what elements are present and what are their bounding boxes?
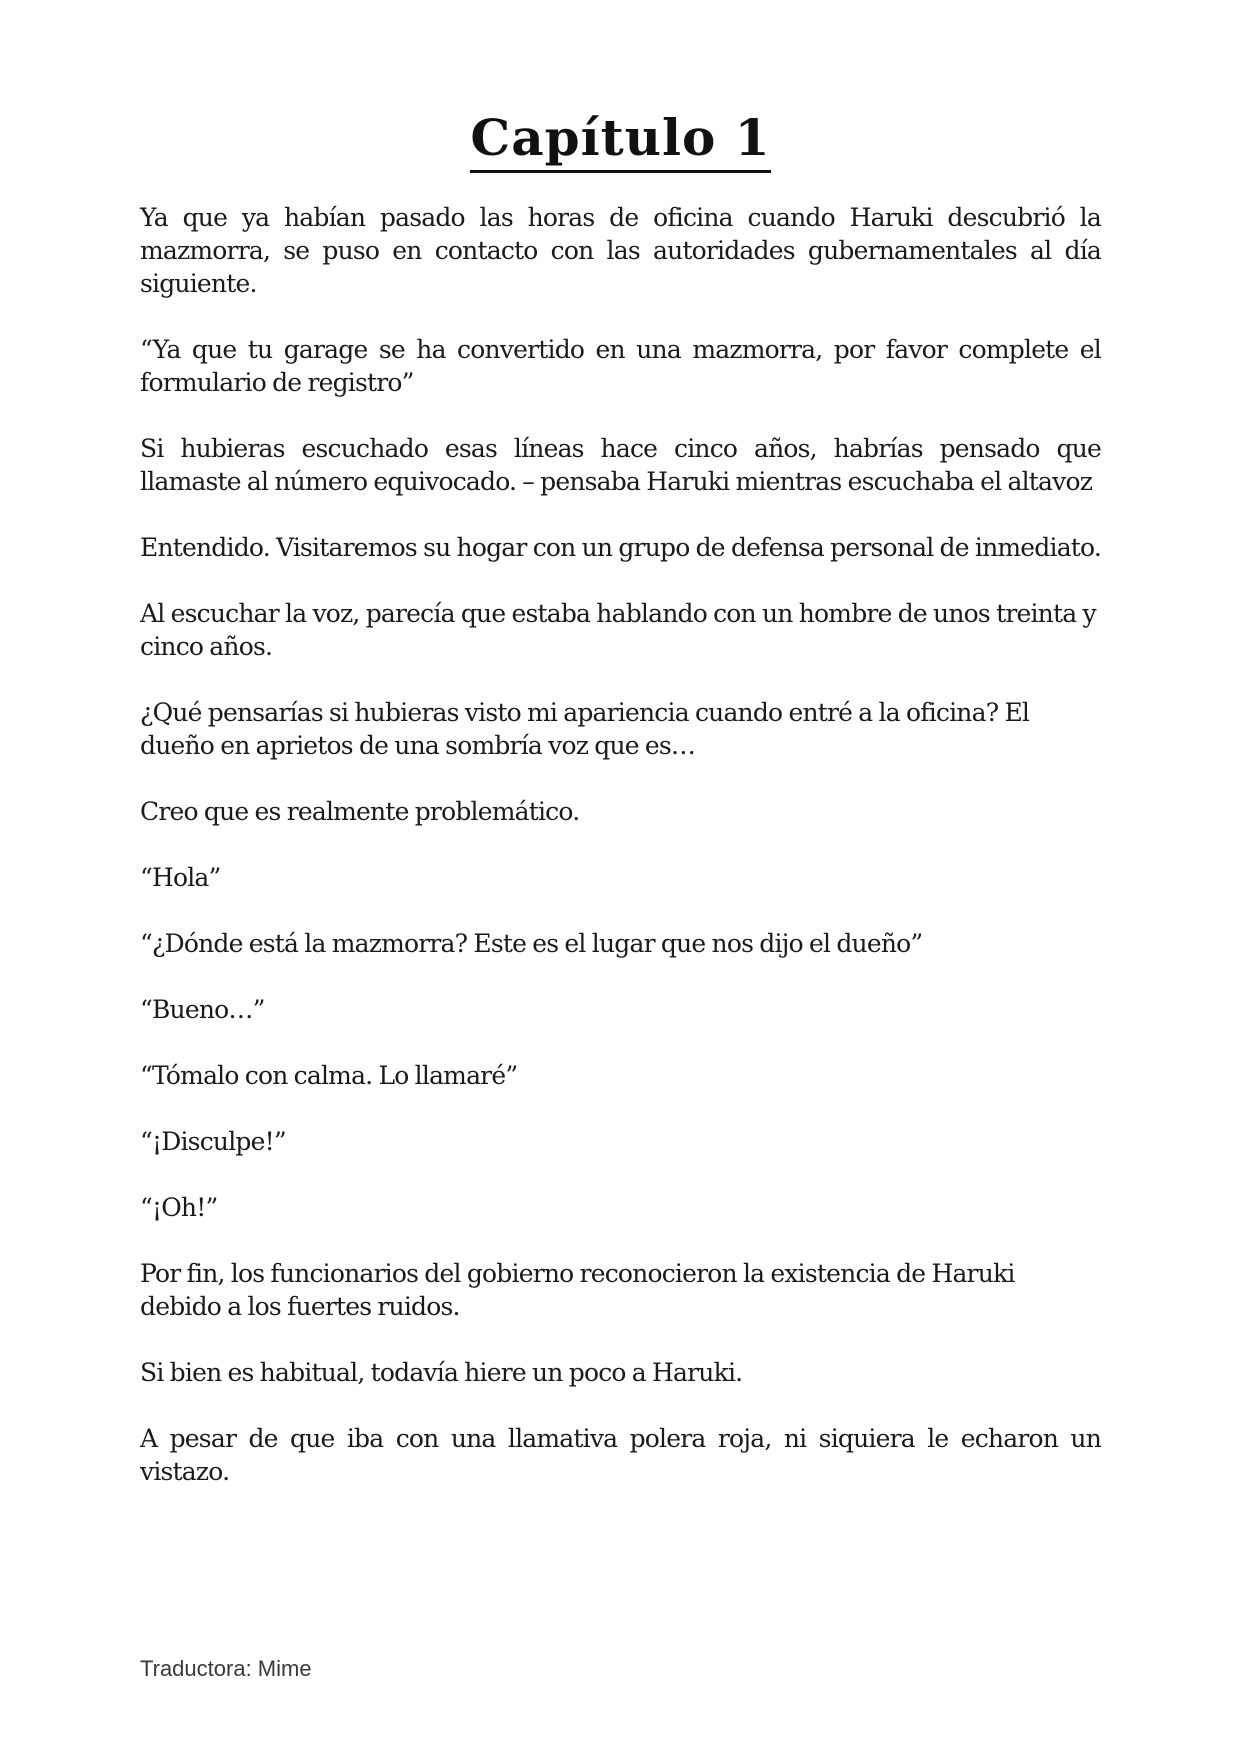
paragraph: Si bien es habitual, todavía hiere un poco a Haruki. bbox=[140, 1358, 743, 1387]
translator-credit: Traductora: Mime bbox=[140, 1656, 312, 1681]
paragraph: “Hola” bbox=[140, 863, 221, 892]
paragraph: “Bueno…” bbox=[140, 995, 265, 1024]
paragraph: A pesar de que iba con una llamativa polera roja, ni siquiera le echaron un vistazo. bbox=[140, 1424, 1101, 1486]
paragraph: “Tómalo con calma. Lo llamaré” bbox=[140, 1061, 518, 1090]
chapter-title bbox=[0, 108, 1241, 173]
paragraph: “¡Oh!” bbox=[140, 1193, 218, 1222]
paragraph: “¿Dónde está la mazmorra? Este es el lugar que nos dijo el dueño” bbox=[140, 929, 923, 958]
paragraph: Al escuchar la voz, parecía que estaba hablando con un hombre de unos treinta y cinco años. bbox=[140, 599, 1096, 661]
paragraph: Por fin, los funcionarios del gobierno reconocieron la existencia de Haruki debido a los fuertes ruidos. bbox=[140, 1259, 1015, 1321]
chapter-title-text: Capítulo 1 bbox=[470, 108, 770, 173]
paragraph: Entendido. Visitaremos su hogar con un grupo de defensa personal de inmediato. bbox=[140, 533, 1102, 562]
paragraph: “¡Disculpe!” bbox=[140, 1127, 286, 1156]
paragraph: Ya que ya habían pasado las horas de oficina cuando Haruki descubrió la mazmorra, se puso en contacto con las autoridades gubernamentales al día siguiente. bbox=[140, 203, 1101, 298]
paragraph: Si hubieras escuchado esas líneas hace cinco años, habrías pensado que llamaste al número equivocado. – pensaba Haruki mientras escuchaba el altavoz bbox=[140, 434, 1101, 496]
paragraph: Creo que es realmente problemático. bbox=[140, 797, 580, 826]
chapter-body bbox=[140, 201, 1101, 1521]
paragraph: “Ya que tu garage se ha convertido en una mazmorra, por favor complete el formulario de registro” bbox=[140, 335, 1101, 397]
paragraph: ¿Qué pensarías si hubieras visto mi apariencia cuando entré a la oficina? El dueño en aprietos de una sombría voz que es… bbox=[140, 698, 1030, 760]
